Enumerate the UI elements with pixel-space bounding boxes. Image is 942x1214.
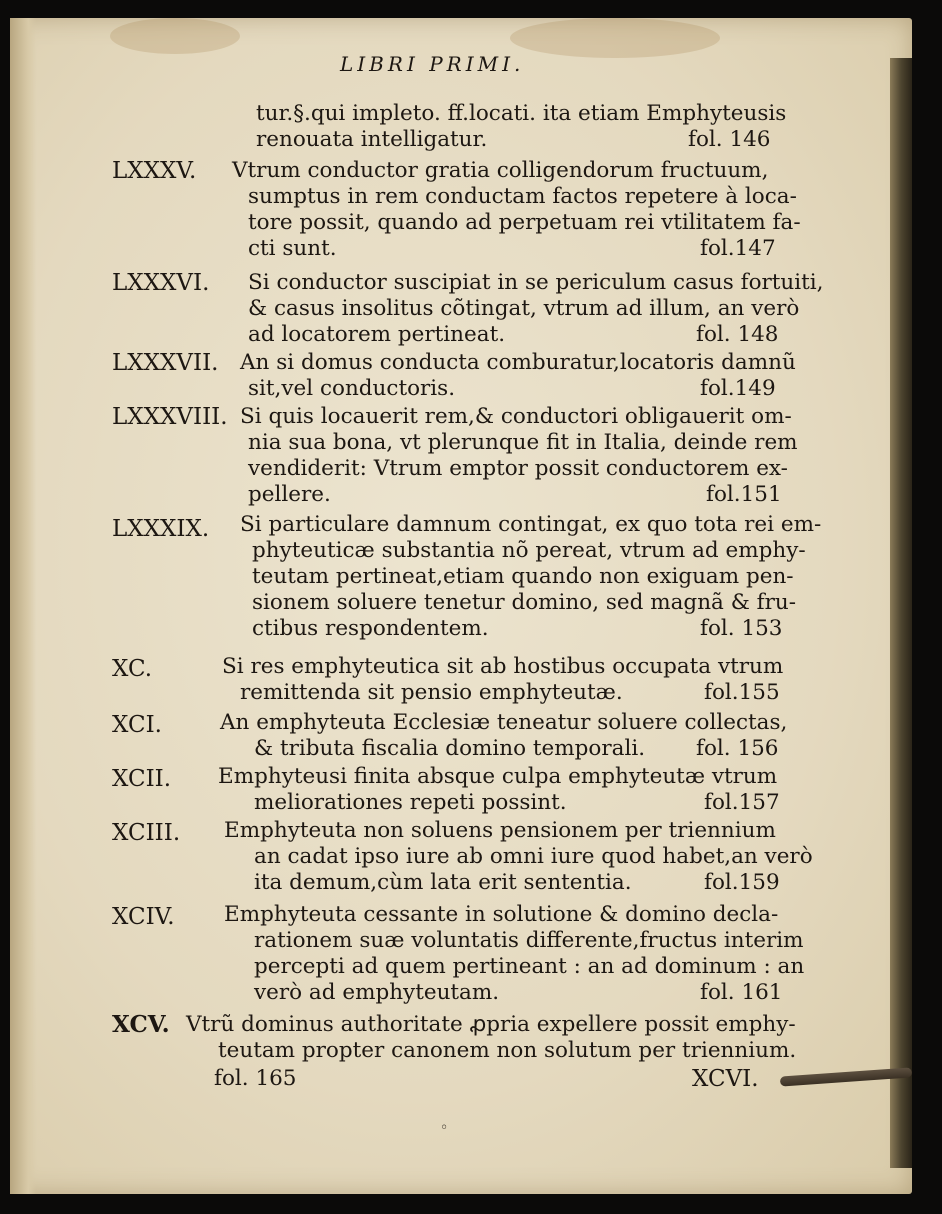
entry-line: meliorationes repeti possint.	[254, 790, 567, 815]
entry-line: tore possit, quando ad perpetuam rei vtilitatem fa-	[248, 210, 801, 235]
entry-number: XCV.	[112, 1011, 170, 1038]
entry-number: XCIV.	[112, 904, 175, 930]
entry-line: Si res emphyteutica sit ab hostibus occupata vtrum	[222, 654, 784, 679]
entry-line: & casus insolitus cõtingat, vtrum ad illum, an verò	[248, 296, 800, 321]
entry-line: remittenda sit pensio emphyteutæ.	[240, 680, 623, 705]
folio-ref: fol. 146	[688, 127, 771, 152]
entry-line: ctibus respondentem.	[252, 616, 489, 641]
entry-line: Emphyteusi finita absque culpa emphyteutæ vtrum	[218, 764, 778, 789]
entry-line: Si particulare damnum contingat, ex quo tota rei em-	[240, 512, 822, 537]
folio-ref: fol.149	[700, 376, 776, 401]
entry-line: Vtrũ dominus authoritate ꝓpria expellere possit emphy-	[186, 1012, 796, 1037]
entry-line: Emphyteuta cessante in solutione & domino decla-	[224, 902, 779, 927]
entry-line: teutam pertineat,etiam quando non exiguam pen-	[252, 564, 794, 589]
entry-line: Emphyteuta non soluens pensionem per triennium	[224, 818, 776, 843]
folio-ref: fol.157	[704, 790, 780, 815]
entry-line: renouata intelligatur.	[256, 127, 488, 152]
entry-number: XC.	[112, 656, 153, 682]
entry-line: pellere.	[248, 482, 331, 507]
entry-line: phyteuticæ substantia nõ pereat, vtrum ad emphy-	[252, 538, 806, 563]
page-gutter	[10, 18, 36, 1194]
entry-number: LXXXIX.	[112, 516, 210, 542]
entry-number: XCIII.	[112, 820, 181, 846]
entry-line: nia sua bona, vt plerunque fit in Italia, deinde rem	[248, 430, 798, 455]
entry-number: XCII.	[112, 766, 172, 792]
entry-line: an cadat ipso iure ab omni iure quod habet,an verò	[254, 844, 813, 869]
catchword: XCVI.	[692, 1066, 759, 1092]
page-mark: ◦	[440, 1120, 449, 1136]
entry-line: Si quis locauerit rem,& conductori obligauerit om-	[240, 404, 792, 429]
entry-number: LXXXV.	[112, 158, 197, 184]
entry-line: ita demum,cùm lata erit sententia.	[254, 870, 632, 895]
folio-ref: fol. 153	[700, 616, 783, 641]
folio-ref: fol. 156	[696, 736, 779, 761]
entry-line: verò ad emphyteutam.	[254, 980, 500, 1005]
entry-number: LXXXVI.	[112, 270, 210, 296]
folio-ref: fol.159	[704, 870, 780, 895]
running-head: LIBRI PRIMI.	[340, 52, 525, 76]
folio-ref: fol.147	[700, 236, 776, 261]
entry-line: sumptus in rem conductam factos repetere à loca-	[248, 184, 797, 209]
book-spine	[890, 58, 912, 1168]
folio-ref: fol.155	[704, 680, 780, 705]
entry-line: An si domus conducta comburatur,locatoris damnũ	[240, 350, 796, 375]
folio-ref: fol. 148	[696, 322, 779, 347]
entry-line: Vtrum conductor gratia colligendorum fructuum,	[232, 158, 769, 183]
entry-line: rationem suæ voluntatis differente,fructus interim	[254, 928, 804, 953]
paper-stain	[110, 18, 240, 54]
folio-ref: fol. 161	[700, 980, 783, 1005]
paper-stain	[510, 18, 720, 58]
entry-line: percepti ad quem pertineant : an ad dominum : an	[254, 954, 805, 979]
entry-number: LXXXVIII.	[112, 404, 228, 430]
entry-line: sionem soluere tenetur domino, sed magnã & fru-	[252, 590, 797, 615]
folio-ref: fol. 165	[214, 1066, 297, 1091]
entry-number: LXXXVII.	[112, 350, 219, 376]
entry-line: Si conductor suscipiat in se periculum casus fortuiti,	[248, 270, 824, 295]
entry-number: XCI.	[112, 712, 162, 738]
entry-line: vendiderit: Vtrum emptor possit conductorem ex-	[248, 456, 788, 481]
folio-ref: fol.151	[706, 482, 782, 507]
entry-line: & tributa fiscalia domino temporali.	[254, 736, 646, 761]
entry-line: sit,vel conductoris.	[248, 376, 456, 401]
entry-line: tur.§.qui impleto. ff.locati. ita etiam Emphyteusis	[256, 101, 787, 126]
entry-line: teutam propter canonem non solutum per triennium.	[218, 1038, 797, 1063]
entry-line: ad locatorem pertineat.	[248, 322, 506, 347]
entry-line: An emphyteuta Ecclesiæ teneatur soluere collectas,	[220, 710, 788, 735]
entry-line: cti sunt.	[248, 236, 337, 261]
